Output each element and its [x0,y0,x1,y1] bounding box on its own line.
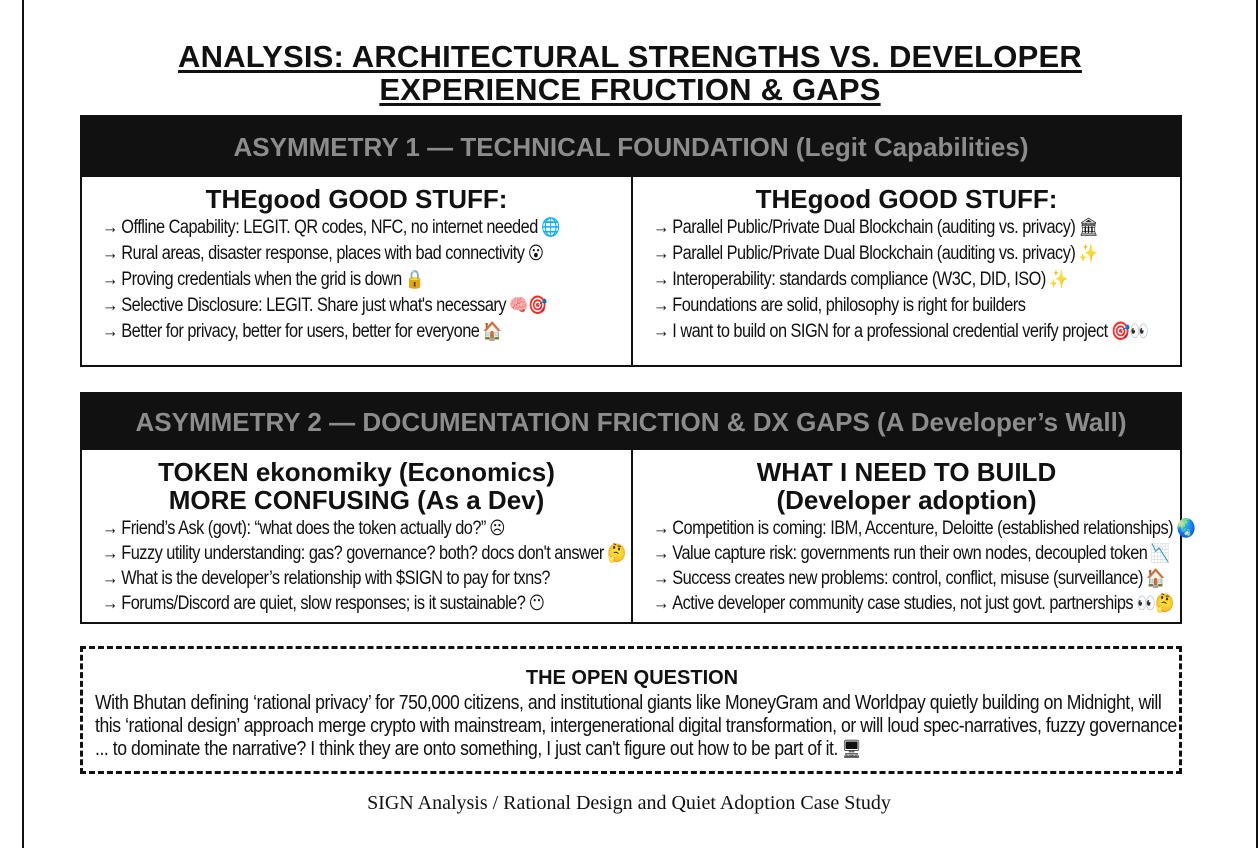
arrow-icon: → [653,295,669,316]
arrow-icon: → [102,543,118,564]
emoji-icon: 🏛 [1078,217,1098,238]
list-item-text: Competition is coming: IBM, Accenture, Deloitte (established relationships) [672,518,1174,539]
list-item-text: Rural areas, disaster response, places with bad connectivity [121,243,525,264]
list-item [653,516,1196,541]
list-item-text: Active developer community case studies, not just govt. partnerships [672,593,1134,614]
emoji-icon: 🎯👀 [1111,321,1149,342]
list-item-text: What is the developer’s relationship with $SIGN to pay for txns? [121,568,550,589]
emoji-icon: 🤔 [607,543,627,564]
list-item [653,241,1106,267]
asymmetry-2-right-list [653,516,1196,616]
list-item [653,591,1175,616]
emoji-icon: ☹ [489,518,505,539]
list-item [102,319,557,345]
list-item [653,293,1106,319]
emoji-icon: 🌏 [1176,518,1196,539]
arrow-icon: → [653,217,669,238]
asymmetry-2-columns [82,450,1196,622]
asymmetry-2-right-title-line-1: WHAT I NEED TO BUILD [756,457,1057,487]
emoji-icon: ✨ [1078,243,1098,264]
asymmetry-1-left-title: THEgood GOOD STUFF: [205,184,508,214]
arrow-icon: → [653,568,669,589]
asymmetry-1-header: ASYMMETRY 1 — TECHNICAL FOUNDATION (Legit Capabilities) [82,117,1180,177]
arrow-icon: → [653,543,669,564]
asymmetry-2-right-title-line-2: (Developer adoption) [776,485,1037,515]
list-item-text: Parallel Public/Private Dual Blockchain (auditing vs. privacy) [672,217,1076,238]
list-item-text: Parallel Public/Private Dual Blockchain (auditing vs. privacy) [672,243,1076,264]
asymmetry-2-section [80,392,1196,624]
asymmetry-1-right-list [653,215,1180,345]
list-item-text: Success creates new problems: control, conflict, misuse (surveillance) [672,568,1143,589]
page-frame-left [22,0,24,848]
asymmetry-1-left-list [102,215,631,345]
list-item-text: Friend’s Ask (govt): “what does the token actually do?” [121,518,486,539]
arrow-icon: → [102,593,118,614]
emoji-icon: 🏠 [482,321,502,342]
page-title [60,40,1200,106]
asymmetry-2-header: ASYMMETRY 2 — DOCUMENTATION FRICTION & DX GAPS (A Developer’s Wall) [82,394,1180,450]
open-question-title: THE OPEN QUESTION [525,667,739,689]
arrow-icon: → [653,593,669,614]
asymmetry-2-right-column [631,450,1196,622]
list-item-text: Better for privacy, better for users, better for everyone [121,321,480,342]
arrow-icon: → [102,269,118,290]
list-item-text: Selective Disclosure: LEGIT. Share just what's necessary [121,295,506,316]
asymmetry-2-left-title-line-2: MORE CONFUSING (As a Dev) [168,485,545,515]
list-item [102,215,560,241]
emoji-icon: 🏠 [1146,568,1166,589]
emoji-icon: 😶 [528,593,545,614]
list-item-text: Forums/Discord are quiet, slow responses; is it sustainable? [121,593,526,614]
asymmetry-1-right-title: THEgood GOOD STUFF: [755,184,1058,214]
list-item [653,215,1106,241]
list-item-text: Proving credentials when the grid is down [121,269,402,290]
list-item [102,541,627,566]
arrow-icon: → [102,321,118,342]
arrow-icon: → [653,243,669,264]
arrow-icon: → [102,295,118,316]
page-title-line-1: ANALYSIS: ARCHITECTURAL STRENGTHS VS. DEVELOPER [178,39,1082,74]
list-item-text: Fuzzy utility understanding: gas? governance? both? docs don't answer [121,543,604,564]
list-item [653,319,1149,345]
emoji-icon: 📉 [1150,543,1170,564]
emoji-icon: ✨ [1049,269,1068,290]
list-item [102,566,557,591]
computer-icon: 🖥 [841,739,862,760]
list-item [653,541,1170,566]
list-item-text: I want to build on SIGN for a professional credential verify project [672,321,1108,342]
arrow-icon: → [102,568,118,589]
arrow-icon: → [653,321,669,342]
emoji-icon: 🔒 [405,269,424,290]
list-item-text: Foundations are solid, philosophy is right for builders [672,295,1026,316]
arrow-icon: → [102,217,118,238]
list-item-text: Value capture risk: governments run their own nodes, decoupled token [672,543,1148,564]
asymmetry-1-section [80,115,1182,367]
asymmetry-1-left-column [82,177,631,365]
list-item [653,566,1166,591]
page-title-line-2: EXPERIENCE FRUCTION & GAPS [379,72,881,107]
list-item [102,267,557,293]
list-item [102,293,557,319]
emoji-icon: 🌐 [541,217,560,238]
emoji-icon: 🧠🎯 [509,295,547,316]
footer-caption: SIGN Analysis / Rational Design and Quiet Adoption Case Study [367,792,891,814]
open-question-box [80,646,1182,774]
emoji-icon: 👀🤔 [1136,593,1175,614]
list-item [653,267,1106,293]
emoji-icon: 😮 [527,243,544,264]
list-item [102,516,557,541]
asymmetry-1-columns [82,177,1180,365]
open-question-body [95,692,1177,761]
arrow-icon: → [102,243,118,264]
asymmetry-2-left-list [102,516,631,616]
arrow-icon: → [653,518,669,539]
asymmetry-2-left-title-line-1: TOKEN ekonomiky (Economics) [158,457,555,487]
asymmetry-1-right-column [631,177,1180,365]
arrow-icon: → [653,269,669,290]
list-item-text: Offline Capability: LEGIT. QR codes, NFC, no internet needed [121,217,538,238]
list-item [102,241,557,267]
list-item [102,591,557,616]
open-question-text: With Bhutan defining ‘rational privacy’ for 750,000 citizens, and institutional giants like MoneyGram and Worldpay quietly building on Midnight, will this ‘rational design’ approach merge crypto with mainstream, intergenerational digital transformation, or will loud spec-narratives, fuzzy governance ... to dominate the narrative? I think they are onto something, I just can't figure out how to be part of it. [95,692,1177,760]
list-item-text: Interoperability: standards compliance (W3C, DID, ISO) [672,269,1046,290]
arrow-icon: → [102,518,118,539]
asymmetry-2-left-column [82,450,631,622]
